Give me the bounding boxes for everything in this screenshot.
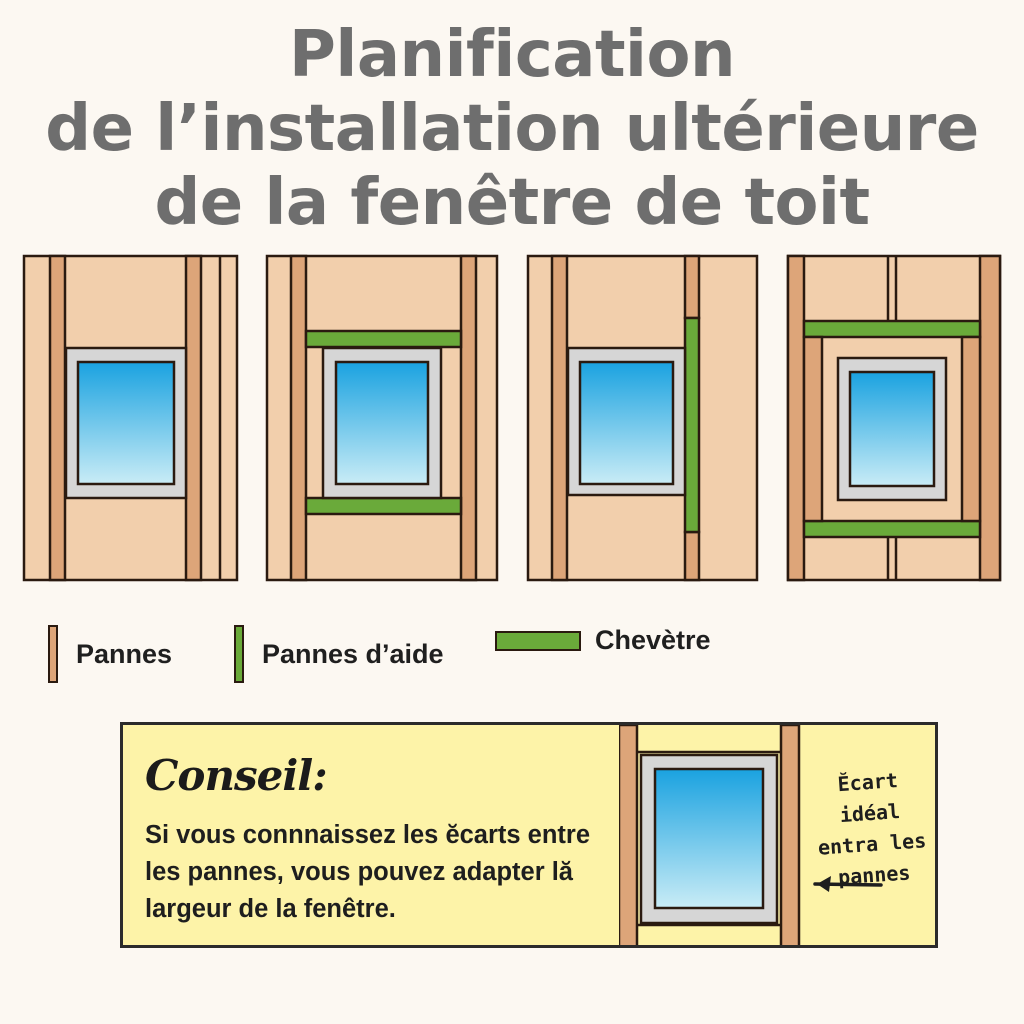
tip-box <box>120 722 938 948</box>
roof-window <box>323 348 441 498</box>
panne <box>291 256 306 580</box>
panne <box>552 256 567 580</box>
roof-window <box>641 755 777 923</box>
legend-label-pannes: Pannes <box>76 638 173 669</box>
tip-text: Si vous connnaissez les ĕcarts entre les pannes, vous pouvez adapter lă largeur de la fenêtre. <box>145 821 591 923</box>
panne <box>619 725 637 947</box>
pannes-aide-swatch <box>234 625 244 683</box>
panne <box>50 256 65 580</box>
chevetre-swatch <box>495 631 581 651</box>
roof-window <box>838 358 946 500</box>
panne <box>461 256 476 580</box>
diagram-4 <box>788 256 1000 580</box>
panne <box>788 256 804 580</box>
chevetre <box>306 331 461 347</box>
tip-note: Ĕcart idéal entra les pannes <box>817 768 927 890</box>
title-line-2: de l’installation ultérieure <box>45 92 979 166</box>
panne-aide <box>804 337 822 521</box>
legend-label-pannes-aide: Pannes d’aide <box>262 638 444 669</box>
panne <box>186 256 201 580</box>
legend-label-chevetre: Chevètre <box>595 625 711 655</box>
legend <box>0 615 1024 685</box>
diagram-1 <box>24 256 237 580</box>
panne <box>781 725 799 947</box>
tip-title: Conseil: <box>145 751 327 800</box>
panne <box>685 256 699 318</box>
diagram-3 <box>528 256 757 580</box>
diagram-2 <box>267 256 497 580</box>
panne <box>685 532 699 580</box>
pannes-swatch <box>48 625 58 683</box>
panne-aide <box>685 318 699 532</box>
title-line-1: Planification <box>289 18 735 92</box>
legend-item-chevetre <box>495 625 711 656</box>
panne <box>980 256 1000 580</box>
legend-item-pannes <box>48 625 172 683</box>
legend-item-pannes-aide <box>234 625 444 683</box>
panne-aide <box>962 337 980 521</box>
chevetre <box>804 521 980 537</box>
chevetre <box>804 321 980 337</box>
roof-window <box>568 348 685 495</box>
chevetre <box>306 498 461 514</box>
title-line-3: de la fenêtre de toit <box>154 166 870 240</box>
roof-window <box>66 348 186 498</box>
